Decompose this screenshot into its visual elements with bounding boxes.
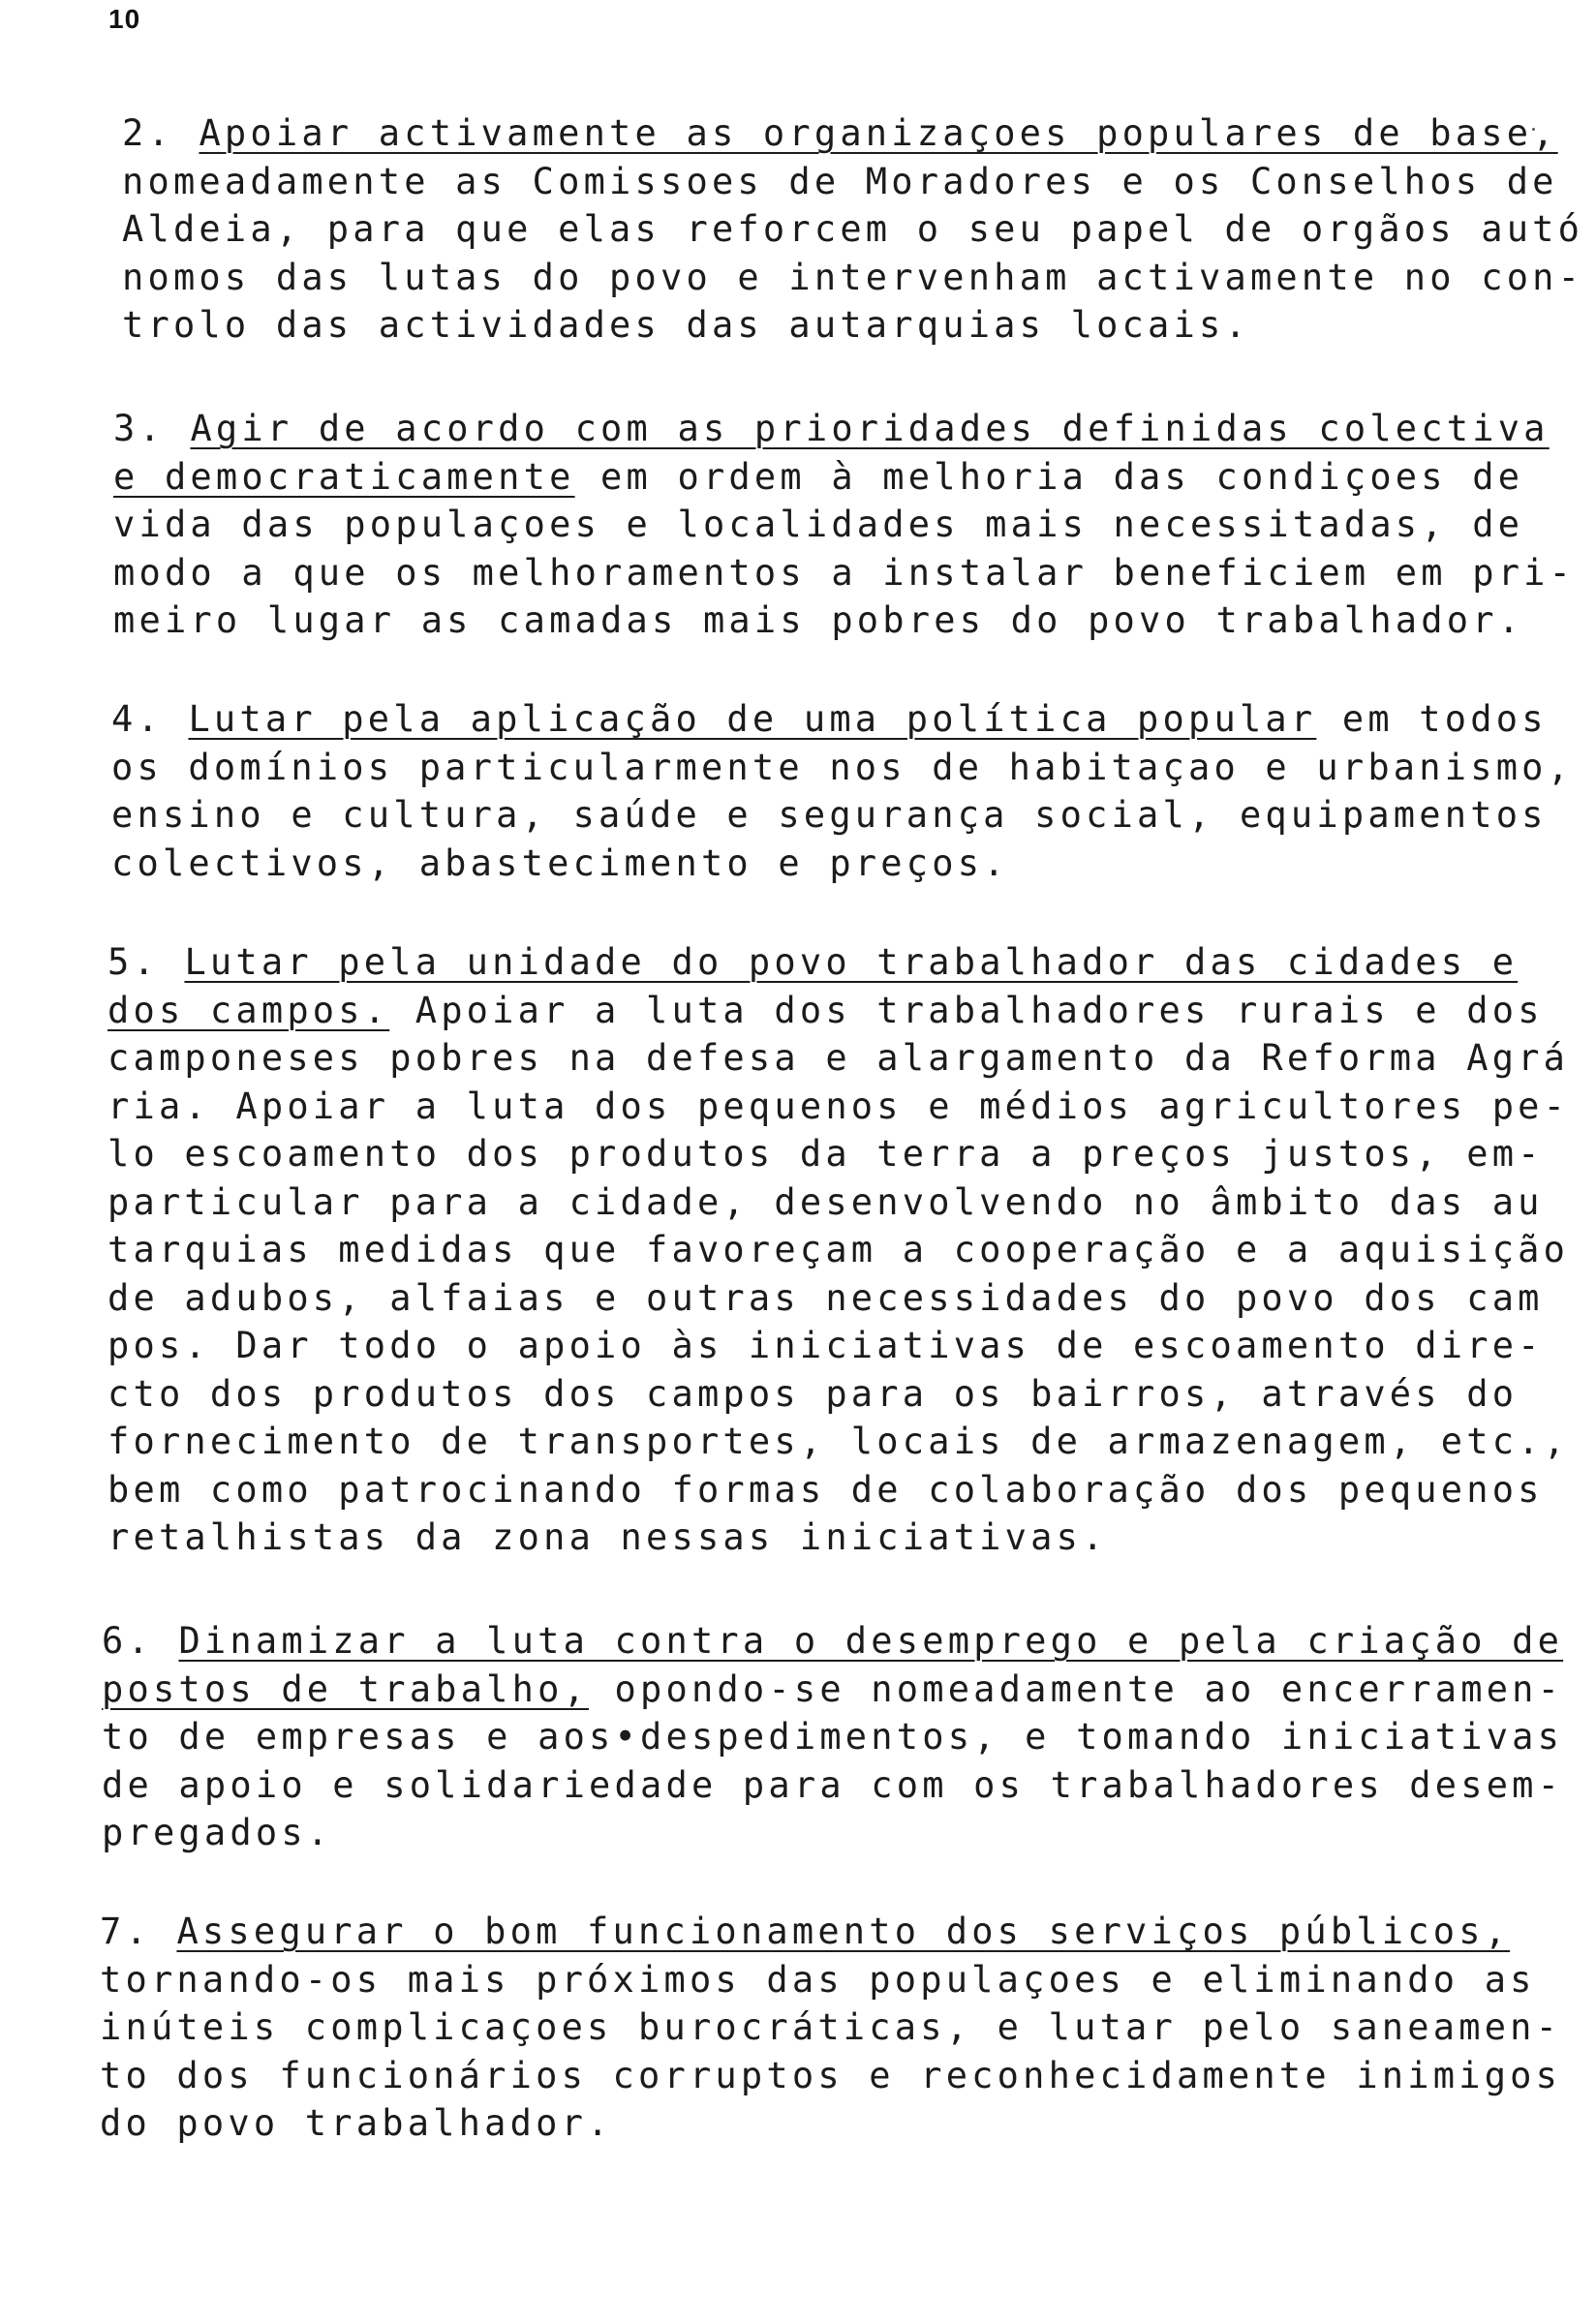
text-segment: vida das populaçoes e localidades mais necessitadas, de: [113, 504, 1524, 545]
text-segment: pregados.: [102, 1812, 333, 1853]
item-4: [111, 695, 1573, 887]
text-line: [100, 2003, 1561, 2052]
text-segment: 3.: [113, 408, 191, 449]
text-segment: 6.: [102, 1620, 179, 1662]
text-line: [100, 2099, 1561, 2148]
text-segment: cto dos produtos dos campos para os bairros, através do: [107, 1372, 1519, 1415]
text-line: [107, 1370, 1569, 1419]
text-segment: to de empresas e aos•despedimentos, e tomando iniciativas: [102, 1716, 1564, 1758]
text-line: [102, 1809, 1563, 1857]
item-3: [113, 405, 1575, 645]
text-line: [111, 695, 1573, 744]
text-segment: opondo-se nomeadamente ao encerramen-: [589, 1667, 1564, 1710]
text-line: [107, 1083, 1569, 1131]
text-line: [102, 1761, 1563, 1810]
text-segment: nomos das lutas do povo e intervenham activamente no con-: [122, 256, 1584, 298]
text-segment: to dos funcionários corruptos e reconhecidamente inimigos: [100, 2054, 1562, 2096]
text-segment: Aldeia, para que elas reforcem o seu papel de orgãos autó: [122, 208, 1584, 250]
text-segment: em ordem à melhoria das condiçoes de: [574, 455, 1524, 498]
text-line: [113, 405, 1575, 453]
text-line: [113, 453, 1575, 502]
underlined-text: e democraticamente: [113, 455, 575, 498]
underlined-text: Assegurar o bom funcionamento dos serviços públicos,: [176, 1911, 1511, 1952]
text-line: [122, 254, 1583, 302]
text-line: [107, 1322, 1569, 1370]
text-segment: nomeadamente as Comissoes de Moradores e os Conselhos de: [122, 160, 1558, 202]
text-line: [111, 840, 1573, 888]
text-segment: retalhistas da zona nessas iniciativas.: [107, 1516, 1108, 1558]
text-line: [107, 1274, 1569, 1323]
text-line: [107, 1466, 1569, 1514]
text-line: [122, 205, 1583, 254]
text-segment: em todos: [1316, 698, 1548, 740]
text-segment: de adubos, alfaias e outras necessidades do povo dos cam: [107, 1276, 1544, 1319]
text-line: [102, 1713, 1563, 1761]
text-line: [107, 938, 1569, 987]
text-segment: bem como patrocinando formas de colaboração dos pequenos: [107, 1468, 1544, 1511]
text-segment: lo escoamento dos produtos da terra a preços justos, em-: [107, 1133, 1544, 1175]
text-line: [107, 1178, 1569, 1227]
text-line: [113, 596, 1575, 645]
underlined-text: Lutar pela aplicação de uma política popular: [188, 698, 1317, 740]
text-line: [122, 109, 1583, 158]
text-segment: tornando-os mais próximos das populaçoes e eliminando as: [100, 1958, 1536, 2001]
text-line: [100, 2052, 1561, 2100]
text-line: [107, 987, 1569, 1035]
text-line: [102, 1617, 1563, 1666]
underlined-text: postos de trabalho,: [102, 1667, 590, 1710]
text-line: [100, 1956, 1561, 2004]
text-segment: colectivos, abastecimento e preços.: [111, 841, 1009, 884]
underlined-text: Agir de acordo com as prioridades definidas colectiva: [190, 408, 1550, 449]
underlined-text: Apoiar activamente as organizaçoes populares de base,: [199, 112, 1558, 154]
item-2: [122, 109, 1583, 350]
underlined-text: Dinamizar a luta contra o desemprego e pela criação de: [178, 1620, 1564, 1662]
text-line: [107, 1226, 1569, 1274]
text-line: [107, 1418, 1569, 1466]
text-segment: 7.: [100, 1911, 177, 1952]
text-line: [100, 1908, 1561, 1956]
text-segment: pos. Dar todo o apoio às iniciativas de escoamento dire-: [107, 1325, 1544, 1366]
text-segment: meiro lugar as camadas mais pobres do povo trabalhador.: [113, 599, 1524, 641]
text-line: [122, 158, 1583, 206]
text-line: [111, 791, 1573, 840]
text-segment: de apoio e solidariedade para com os trabalhadores desem-: [102, 1763, 1564, 1806]
text-line: [107, 1514, 1569, 1562]
text-segment: particular para a cidade, desenvolvendo no âmbito das au: [107, 1180, 1544, 1223]
text-segment: ria. Apoiar a luta dos pequenos e médios agricultores pe-: [107, 1085, 1570, 1127]
text-line: [107, 1130, 1569, 1178]
text-segment: camponeses pobres na defesa e alargamento da Reforma Agrá: [107, 1037, 1570, 1079]
underlined-text: Lutar pela unidade do povo trabalhador das cidades e: [184, 941, 1519, 983]
underlined-text: dos campos.: [107, 989, 390, 1031]
text-segment: do povo trabalhador.: [100, 2102, 613, 2144]
text-line: [102, 1666, 1563, 1714]
text-segment: tarquias medidas que favoreçam a cooperação e a aquisição: [107, 1229, 1570, 1270]
item-5: [107, 938, 1569, 1562]
text-segment: Apoiar a luta dos trabalhadores rurais e dos: [389, 989, 1544, 1031]
text-segment: trolo das actividades das autarquias locais.: [122, 304, 1250, 346]
text-segment: inúteis complicaçoes burocráticas, e lutar pelo saneamen-: [100, 2006, 1562, 2048]
text-segment: 4.: [111, 698, 189, 740]
text-line: [107, 1034, 1569, 1083]
text-segment: 2.: [122, 112, 200, 154]
text-line: [113, 549, 1575, 597]
text-segment: modo a que os melhoramentos a instalar beneficiem em pri-: [113, 551, 1576, 594]
text-line: [113, 501, 1575, 549]
text-segment: ensino e cultura, saúde e segurança social, equipamentos: [111, 794, 1548, 836]
text-segment: 5.: [107, 941, 185, 983]
page-number: 10: [108, 4, 141, 34]
item-6: [102, 1617, 1563, 1857]
text-segment: os domínios particularmente nos de habitaçao e urbanismo,: [111, 746, 1574, 788]
text-line: [122, 301, 1583, 350]
text-line: [111, 744, 1573, 792]
item-7: [100, 1908, 1561, 2148]
text-segment: fornecimento de transportes, locais de armazenagem, etc.,: [107, 1421, 1570, 1462]
